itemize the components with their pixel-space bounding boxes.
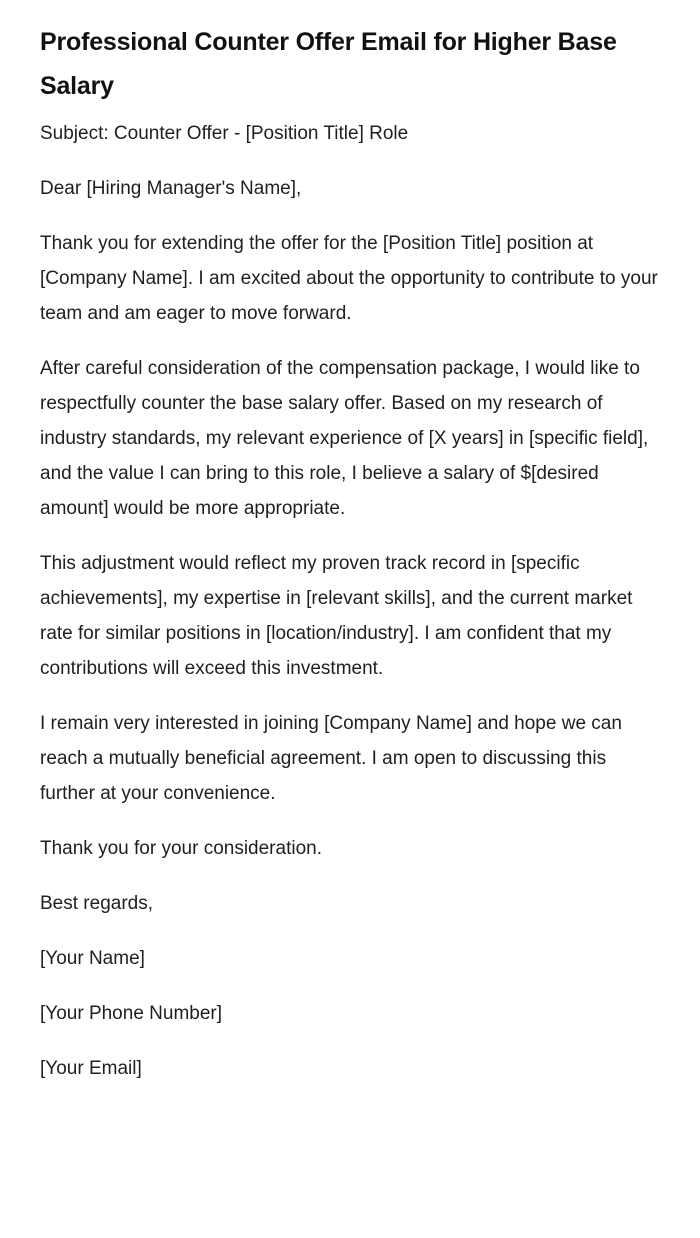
email-paragraph-thanks: Thank you for your consideration. (40, 838, 322, 859)
document-title: Professional Counter Offer Email for Higher Base Salary (40, 28, 617, 100)
signature-email: [Your Email] (40, 1058, 142, 1079)
email-closing: Best regards, (40, 893, 153, 914)
signature-name: [Your Name] (40, 948, 145, 969)
email-paragraph-intro: Thank you for extending the offer for the [Position Title] position at [Company Name]. I am excited about the opportunity to contribute to your team and am eager to move forward. (40, 233, 658, 324)
email-greeting: Dear [Hiring Manager's Name], (40, 178, 302, 199)
email-paragraph-interest: I remain very interested in joining [Company Name] and hope we can reach a mutually beneficial agreement. I am open to discussing this further at your convenience. (40, 713, 622, 804)
email-paragraph-counter: After careful consideration of the compensation package, I would like to respectfully counter the base salary offer. Based on my research of industry standards, my relevant experience of [X years] in [specific field], and the value I can bring to this role, I believe a salary of $[desired amount] would be more appropriate. (40, 358, 649, 519)
signature-phone: [Your Phone Number] (40, 1003, 223, 1024)
email-subject-line: Subject: Counter Offer - [Position Title] Role (40, 123, 409, 144)
email-paragraph-justification: This adjustment would reflect my proven track record in [specific achievements], my expertise in [relevant skills], and the current market rate for similar positions in [location/industry]. I am confident that my contributions will exceed this investment. (40, 553, 633, 679)
